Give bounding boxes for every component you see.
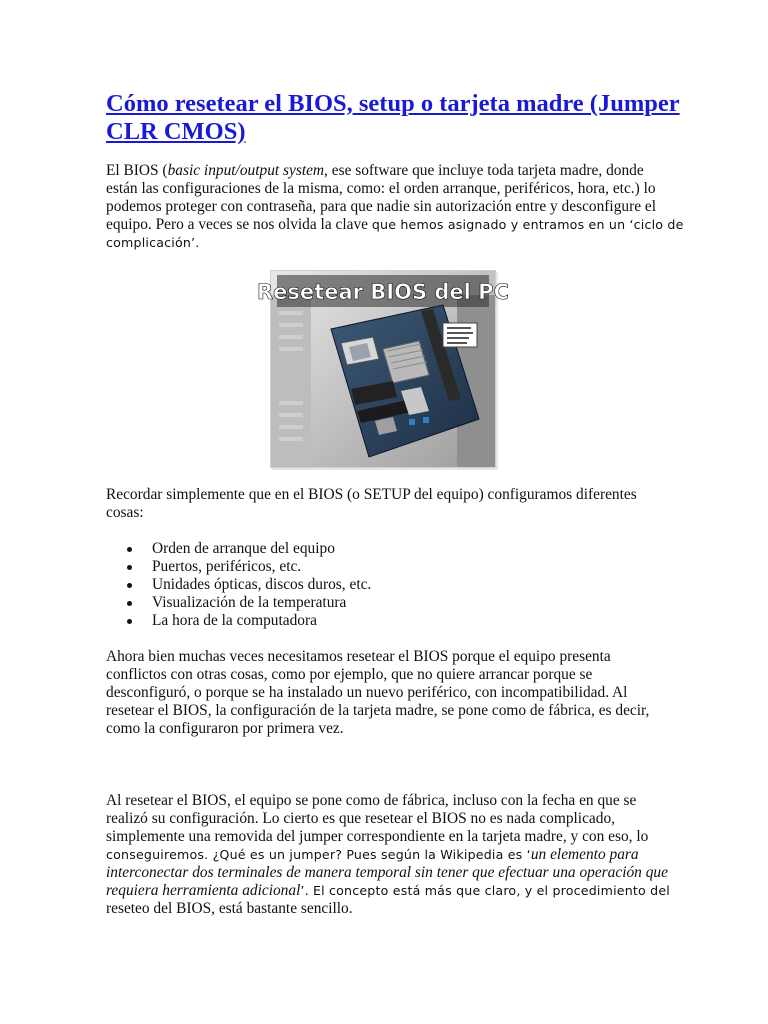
bullet-icon [127,601,132,606]
bullet-icon [127,547,132,552]
jumper-line-1: Al resetear el BIOS, el equipo se pone como de fábrica, incluso con la fecha en que se [106,792,637,809]
jumper-line-7: reseteo del BIOS, está bastante sencillo. [106,900,353,917]
jumper-line-2: realizó su configuración. Lo cierto es que resetear el BIOS no es nada complicado, [106,810,615,827]
reason-line-3: desconfiguró, o porque se ha instalado un nuevo periférico, con incompatibilidad. Al [106,684,628,701]
jumper-line-4 [106,846,666,864]
list-item [106,594,371,612]
list-item-text: Visualización de la temperatura [152,594,347,611]
intro-paragraph [106,162,684,252]
intro-line-1 [106,162,666,180]
intro-line-3: podemos proteger con contraseña, para que nadie sin autorización entre y desconfigure el [106,198,656,215]
list-item [106,576,371,594]
bullet-icon [127,565,132,570]
wikipedia-quote-3: requiera herramienta adicional [106,882,301,899]
bullet-icon [127,583,132,588]
jumper-line-6 [106,882,671,900]
list-item-text: Orden de arranque del equipo [152,540,335,557]
article-title-link[interactable] [106,90,680,146]
bios-settings-list [106,540,371,630]
reset-reason-paragraph [106,648,666,738]
motherboard-illustration [257,271,509,467]
reason-line-2: conflictos con otras cosas, como por ejemplo, que no quiere arrancar porque se [106,666,593,683]
jumper-line-4-start: conseguiremos. ¿Qué es un jumper? Pues según la Wikipedia es ‘ [106,847,531,862]
intro-line-4 [106,216,684,234]
list-item-text: Unidades ópticas, discos duros, etc. [152,576,372,593]
list-item-text: La hora de la computadora [152,612,317,629]
intro-line-4-end: que hemos asignado y entramos en un ‘ciclo de [371,217,684,232]
motherboard-image [257,270,509,468]
intro-line-1-end: , ese software que incluye toda tarjeta madre, donde [324,162,644,179]
bullet-icon [127,619,132,624]
wikipedia-quote-2: interconectar dos terminales de manera temporal sin tener que efectuar una operación que [106,864,668,881]
list-item-text: Puertos, periféricos, etc. [152,558,302,575]
setup-line-1: Recordar simplemente que en el BIOS (o SETUP del equipo) configuramos diferentes [106,486,637,503]
jumper-line-6-end: ’. El concepto está más que claro, y el procedimiento del [300,883,671,898]
jumper-paragraph [106,792,671,918]
reason-line-5: como la configuraron por primera vez. [106,720,344,737]
setup-intro-paragraph [106,486,666,522]
list-item [106,558,371,576]
reason-line-1: Ahora bien muchas veces necesitamos resetear el BIOS porque el equipo presenta [106,648,611,665]
title-line-2[interactable]: CLR CMOS) [106,118,246,145]
bios-term-italic: basic input/output system [167,162,325,179]
list-item [106,540,371,558]
image-caption: Resetear BIOS del PC [257,280,509,304]
jumper-line-5 [106,864,666,882]
wikipedia-quote-1: un elemento para [530,846,639,863]
title-line-1[interactable]: Cómo resetear el BIOS, setup o tarjeta madre (Jumper [106,90,680,117]
intro-line-4-start: equipo. Pero a veces se nos olvida la clave [106,216,372,233]
jumper-line-3: simplemente una removida del jumper correspondiente en la tarjeta madre, y con eso, lo [106,828,649,845]
intro-line-5: complicación’. [106,235,200,250]
reason-line-4: resetear el BIOS, la configuración de la tarjeta madre, se pone como de fábrica, es decir, [106,702,650,719]
setup-line-2: cosas: [106,504,144,521]
list-item [106,612,371,630]
intro-line-2: están las configuraciones de la misma, como: el orden arranque, periféricos, hora, etc.) lo [106,180,656,197]
intro-line-1-start: El BIOS ( [106,162,168,179]
